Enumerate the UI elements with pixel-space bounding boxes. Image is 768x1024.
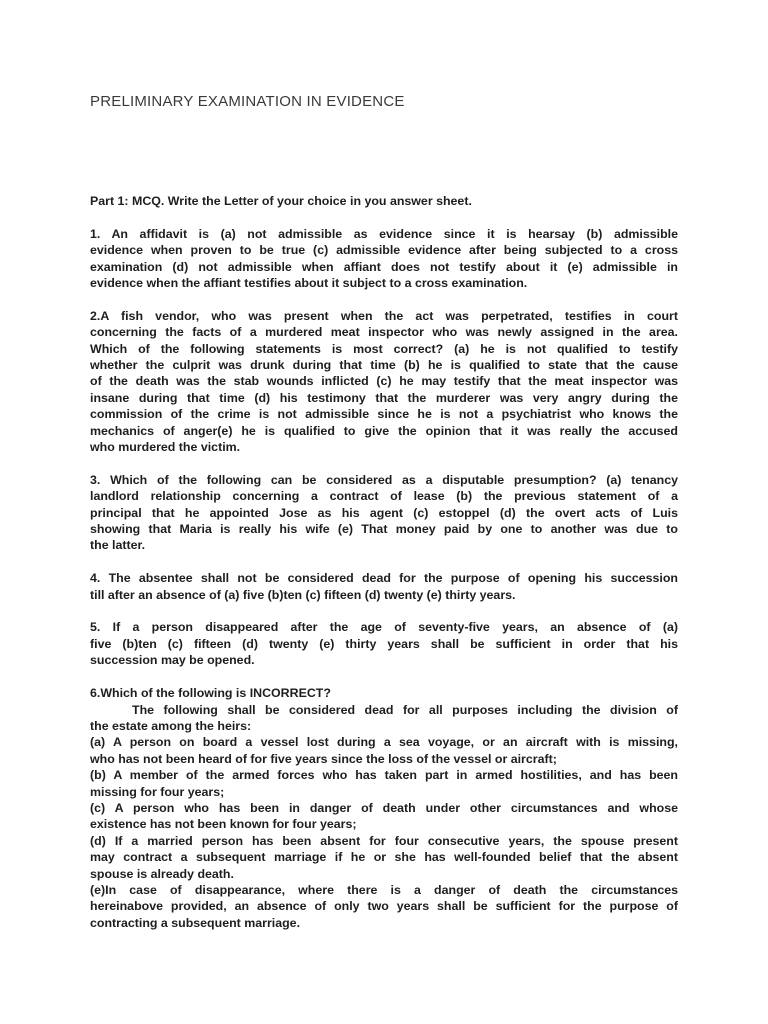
option-c bbox=[90, 800, 678, 833]
question-6-intro bbox=[90, 702, 678, 735]
text-line: the estate among the heirs: bbox=[90, 718, 252, 733]
text-line: the latter. bbox=[90, 538, 146, 553]
text-line: evidence when the affiant testifies about it subject to a cross examination. bbox=[90, 276, 528, 291]
text-line: The following shall be considered dead for all purposes including the division of bbox=[132, 702, 678, 717]
text-line: contracting a subsequent marriage. bbox=[90, 915, 301, 930]
document-title: PRELIMINARY EXAMINATION IN EVIDENCE bbox=[90, 93, 405, 110]
question-2 bbox=[90, 308, 678, 456]
option-e bbox=[90, 882, 678, 931]
text-line: till after an absence of (a) five (b)ten (c) fifteen (d) twenty (e) thirty years. bbox=[90, 587, 516, 602]
document-body bbox=[90, 193, 678, 931]
text-line: whether the culprit was drunk during that time (b) he is qualified to state that the cause bbox=[90, 358, 678, 373]
text-line: succession may be opened. bbox=[90, 653, 255, 668]
text-line: 1. An affidavit is (a) not admissible as evidence since it is hearsay (b) admissible bbox=[90, 226, 678, 241]
text-line: 2.A fish vendor, who was present when the act was perpetrated, testifies in court bbox=[90, 308, 678, 323]
option-b bbox=[90, 767, 678, 800]
text-line: (a) A person on board a vessel lost during a sea voyage, or an aircraft with is missing, bbox=[90, 735, 678, 750]
text-line: evidence when proven to be true (c) admissible evidence after being subjected to a cross bbox=[90, 243, 678, 258]
text-line: 5. If a person disappeared after the age of seventy-five years, an absence of (a) bbox=[90, 620, 678, 635]
text-line: (c) A person who has been in danger of death under other circumstances and whose bbox=[90, 800, 678, 815]
text-line: five (b)ten (c) fifteen (d) twenty (e) thirty years shall be sufficient in order that his bbox=[90, 636, 678, 651]
text-line: 4. The absentee shall not be considered dead for the purpose of opening his succession bbox=[90, 571, 678, 586]
question-6-options bbox=[90, 734, 678, 931]
question-5 bbox=[90, 619, 678, 668]
question-4 bbox=[90, 570, 678, 603]
text-line: may contract a subsequent marriage if he or she has well-founded belief that the absent bbox=[90, 850, 678, 865]
text-line: examination (d) not admissible when affiant does not testify about it (e) admissible in bbox=[90, 259, 678, 274]
text-line: (d) If a married person has been absent for four consecutive years, the spouse present bbox=[90, 833, 678, 848]
text-line: insane during that time (d) his testimony that the murderer was very angry during the bbox=[90, 390, 678, 405]
text-line: mechanics of anger(e) he is qualified to give the opinion that it was really the accused bbox=[90, 423, 678, 438]
text-line: (e)In case of disappearance, where there is a danger of death the circumstances bbox=[90, 882, 678, 897]
text-line: 3. Which of the following can be considered as a disputable presumption? (a) tenancy bbox=[90, 472, 678, 487]
text-line: spouse is already death. bbox=[90, 866, 234, 881]
question-6 bbox=[90, 685, 678, 931]
text-line: who has not been heard of for five years since the loss of the vessel or aircraft; bbox=[90, 751, 557, 766]
text-line: Which of the following statements is most correct? (a) he is not qualified to testify bbox=[90, 341, 678, 356]
text-line: (b) A member of the armed forces who has taken part in armed hostilities, and has been bbox=[90, 768, 678, 783]
question-6-prompt: 6.Which of the following is INCORRECT? bbox=[90, 686, 331, 701]
question-1 bbox=[90, 226, 678, 292]
questions-list bbox=[90, 226, 678, 669]
option-d bbox=[90, 833, 678, 882]
question-3 bbox=[90, 472, 678, 554]
text-line: commission of the crime is not admissible since he is not a psychiatrist who knows the bbox=[90, 407, 678, 422]
text-line: missing for four years; bbox=[90, 784, 225, 799]
text-line: concerning the facts of a murdered meat inspector who was newly assigned in the area. bbox=[90, 325, 678, 340]
text-line: of the death was the stab wounds inflicted (c) he may testify that the meat inspector was bbox=[90, 374, 678, 389]
text-line: existence has not been known for four years; bbox=[90, 817, 357, 832]
text-line: hereinabove provided, an absence of only two years shall be sufficient for the purpose of bbox=[90, 899, 678, 914]
text-line: who murdered the victim. bbox=[90, 440, 241, 455]
text-line: landlord relationship concerning a contract of lease (b) the previous statement of a bbox=[90, 489, 678, 504]
instructions: Part 1: MCQ. Write the Letter of your choice in you answer sheet. bbox=[90, 194, 472, 208]
text-line: principal that he appointed Jose as his agent (c) estoppel (d) the overt acts of Luis bbox=[90, 505, 678, 520]
text-line: showing that Maria is really his wife (e) That money paid by one to another was due to bbox=[90, 522, 678, 537]
option-a bbox=[90, 734, 678, 767]
